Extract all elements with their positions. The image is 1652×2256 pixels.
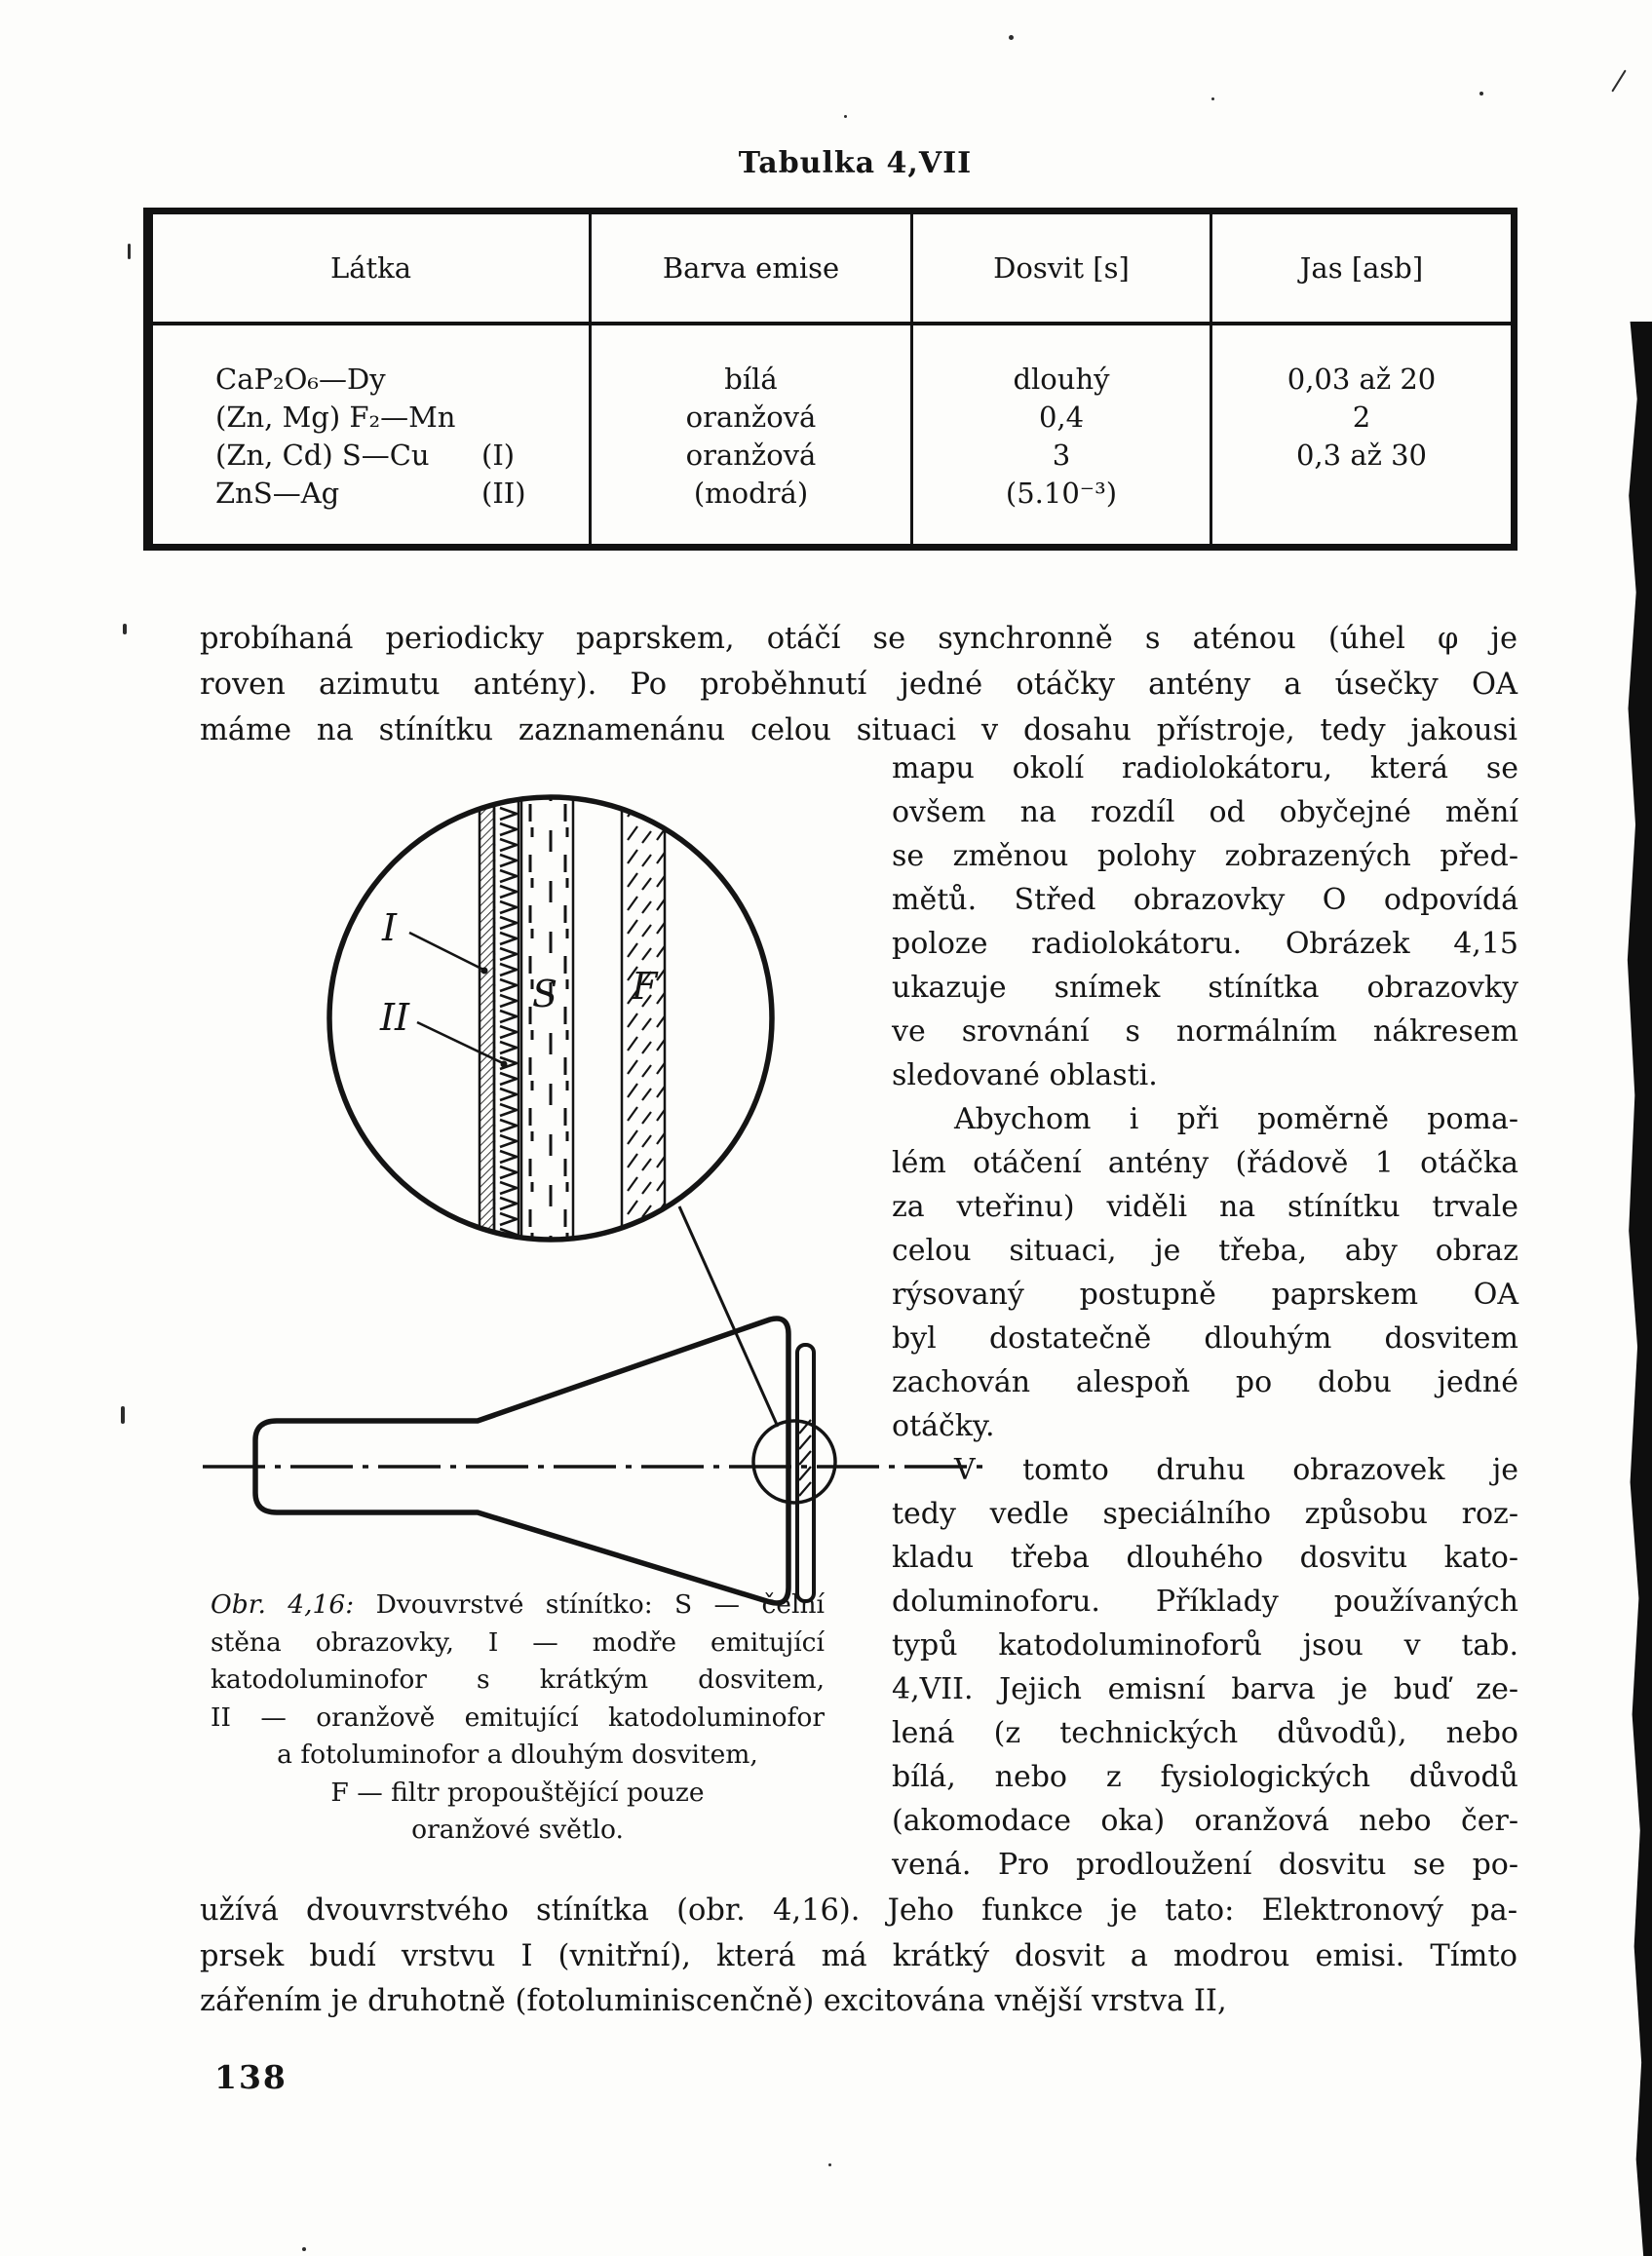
- column-dosvit: [913, 325, 1212, 544]
- table-header-row: [153, 214, 1511, 325]
- scan-speck: [123, 624, 127, 634]
- scan-speck: [128, 244, 131, 259]
- table-cell: 0,03 až 20: [1287, 363, 1437, 396]
- table-title: Tabulka 4,VII: [738, 146, 973, 180]
- table-cell: (Zn, Cd) S—Cu (I): [215, 439, 516, 472]
- table-cell: 3: [1052, 439, 1071, 472]
- label-screen-S: S: [532, 973, 558, 1015]
- text-line: prsek budí vrstvu I (vnitřní), která má krátký dosvit a modrou emisi. Tímto: [200, 1938, 1518, 1973]
- label-layer-II: II: [380, 996, 410, 1039]
- glass-screen-strip: [521, 784, 573, 1252]
- column-jas: [1212, 325, 1511, 544]
- text-line: (akomodace oka) oranžová nebo čer-: [892, 1804, 1518, 1838]
- text-line: celou situaci, je třeba, aby obraz: [892, 1234, 1518, 1268]
- text-line: se změnou polohy zobrazených před-: [892, 839, 1518, 873]
- col-header-dosvit: Dosvit [s]: [913, 214, 1212, 322]
- text-line: doluminoforu. Příklady používaných: [892, 1585, 1518, 1619]
- table-cell: 0,4: [1038, 401, 1085, 434]
- leader-dot: [501, 1061, 508, 1068]
- text-line: bílá, nebo z fysiologických důvodů: [892, 1760, 1518, 1794]
- text-line: mapu okolí radiolokátoru, která se: [892, 751, 1518, 785]
- text-line: Abychom i při poměrně poma-: [954, 1102, 1518, 1136]
- text-line: vená. Pro prodloužení dosvitu se po-: [892, 1848, 1518, 1882]
- table-cell: (5.10⁻³): [1005, 477, 1118, 510]
- page-number: 138: [214, 2058, 288, 2096]
- col-header-jas: Jas [asb]: [1299, 251, 1424, 285]
- layer-I-strip: [480, 784, 494, 1252]
- text-line: ve srovnání s normálním nákresem: [892, 1014, 1518, 1049]
- text-line: kladu třeba dlouhého dosvitu kato-: [892, 1541, 1518, 1575]
- label-layer-I: I: [382, 906, 398, 949]
- table-cell: (modrá): [693, 477, 809, 510]
- scan-speck: [828, 2163, 831, 2166]
- text-line: 4,VII. Jejich emisní barva je buď ze-: [892, 1672, 1518, 1706]
- label-filter-F: F: [632, 965, 658, 1008]
- right-text-column: [892, 746, 1518, 1887]
- caption-line: F — filtr propouštějící pouze: [330, 1777, 705, 1808]
- column-latka: [153, 325, 592, 544]
- scan-speck: [844, 115, 847, 118]
- caption-line: stěna obrazovky, I — modře emitující: [211, 1626, 825, 1658]
- caption-line: oranžové světlo.: [411, 1815, 624, 1845]
- caption-figure-number: Obr. 4,16:: [211, 1589, 355, 1620]
- text-line: otáčky.: [892, 1409, 995, 1443]
- text-line: rýsovaný postupně paprskem OA: [892, 1278, 1518, 1312]
- layer-stack: [480, 784, 665, 1252]
- table-body: [153, 325, 1511, 544]
- scan-speck: [121, 1406, 125, 1424]
- text-line: lená (z technických důvodů), nebo: [892, 1716, 1518, 1750]
- layer-II-strip: [494, 784, 519, 1252]
- text-line: zachován alespoň po dobu jedné: [892, 1365, 1518, 1399]
- crt-screen-diagram: [156, 775, 994, 1632]
- scan-speck: [302, 2247, 306, 2251]
- table-cell: ZnS—Ag (II): [215, 477, 526, 510]
- table-cell: (Zn, Mg) F₂—Mn: [215, 401, 456, 434]
- text-line: ukazuje snímek stínítka obrazovky: [892, 971, 1518, 1005]
- text-line: užívá dvouvrstvého stínítka (obr. 4,16). Jeho funkce je tato: Elektronový pa-: [200, 1893, 1518, 1928]
- table-cell: oranžová: [685, 439, 817, 472]
- caption-line: II — oranžově emitující katodoluminofor: [211, 1702, 825, 1733]
- caption-line: a fotoluminofor a dlouhým dosvitem,: [277, 1740, 758, 1770]
- col-header-barva: Barva emise: [592, 214, 913, 322]
- tube-outline: [255, 1319, 788, 1603]
- text-line: roven azimutu antény). Po proběhnutí jedné otáčky antény a úsečky OA: [200, 668, 1518, 702]
- text-line: tedy vedle speciálního způsobu roz-: [892, 1497, 1518, 1531]
- caption-line: katodoluminofor s krátkým dosvitem,: [211, 1664, 825, 1695]
- figure-4-16: [156, 775, 994, 1632]
- text-line: lém otáčení antény (řádově 1 otáčka: [892, 1146, 1518, 1180]
- scan-speck: [1009, 35, 1014, 40]
- leader-dot: [481, 968, 488, 975]
- text-line: zářením je druhotně (fotoluminiscenčně) excitována vnější vrstva II,: [200, 1984, 1227, 2018]
- table-cell: 0,3 až 30: [1295, 439, 1428, 472]
- table-cell: CaP₂O₆—Dy: [215, 363, 386, 396]
- leader-line-I: [409, 933, 483, 970]
- text-line: V tomto druhu obrazovek je: [954, 1453, 1518, 1487]
- text-line: poloze radiolokátoru. Obrázek 4,15: [892, 927, 1518, 961]
- bottom-paragraph: [200, 1889, 1518, 2025]
- table-cell: dlouhý: [1013, 363, 1110, 396]
- magnifier-leader-line: [679, 1206, 778, 1427]
- detail-circle: [753, 1421, 835, 1503]
- table-cell: 2: [1352, 401, 1371, 434]
- intro-paragraph: [200, 616, 1518, 753]
- text-line: sledované oblasti.: [892, 1058, 1158, 1092]
- scan-edge-artifact: [1619, 322, 1652, 2256]
- figure-caption: [211, 1587, 825, 1850]
- filter-strip: [622, 784, 665, 1252]
- scan-speck: [1611, 69, 1626, 92]
- text-line: byl dostatečně dlouhým dosvitem: [892, 1321, 1518, 1356]
- scan-speck: [1211, 97, 1214, 100]
- phosphor-table: [143, 208, 1518, 551]
- col-header-latka: Látka: [153, 214, 592, 322]
- text-line: ovšem na rozdíl od obyčejné mění: [892, 795, 1518, 829]
- table-cell: oranžová: [685, 401, 817, 434]
- column-barva: [592, 325, 913, 544]
- scan-speck: [1479, 92, 1483, 96]
- text-line: typů katodoluminoforů jsou v tab.: [892, 1628, 1518, 1663]
- text-line: probíhaná periodicky paprskem, otáčí se synchronně s aténou (úhel φ je: [200, 622, 1518, 656]
- table-cell: bílá: [724, 363, 778, 396]
- text-line: za vteřinu) viděli na stínítku trvale: [892, 1190, 1518, 1224]
- text-line: mětů. Střed obrazovky O odpovídá: [892, 883, 1518, 917]
- text-line: máme na stínítku zaznamenánu celou situaci v dosahu přístroje, tedy jakousi: [200, 713, 1518, 747]
- caption-line: Obr. 4,16: Dvouvrstvé stínítko: S — čelní: [211, 1589, 825, 1620]
